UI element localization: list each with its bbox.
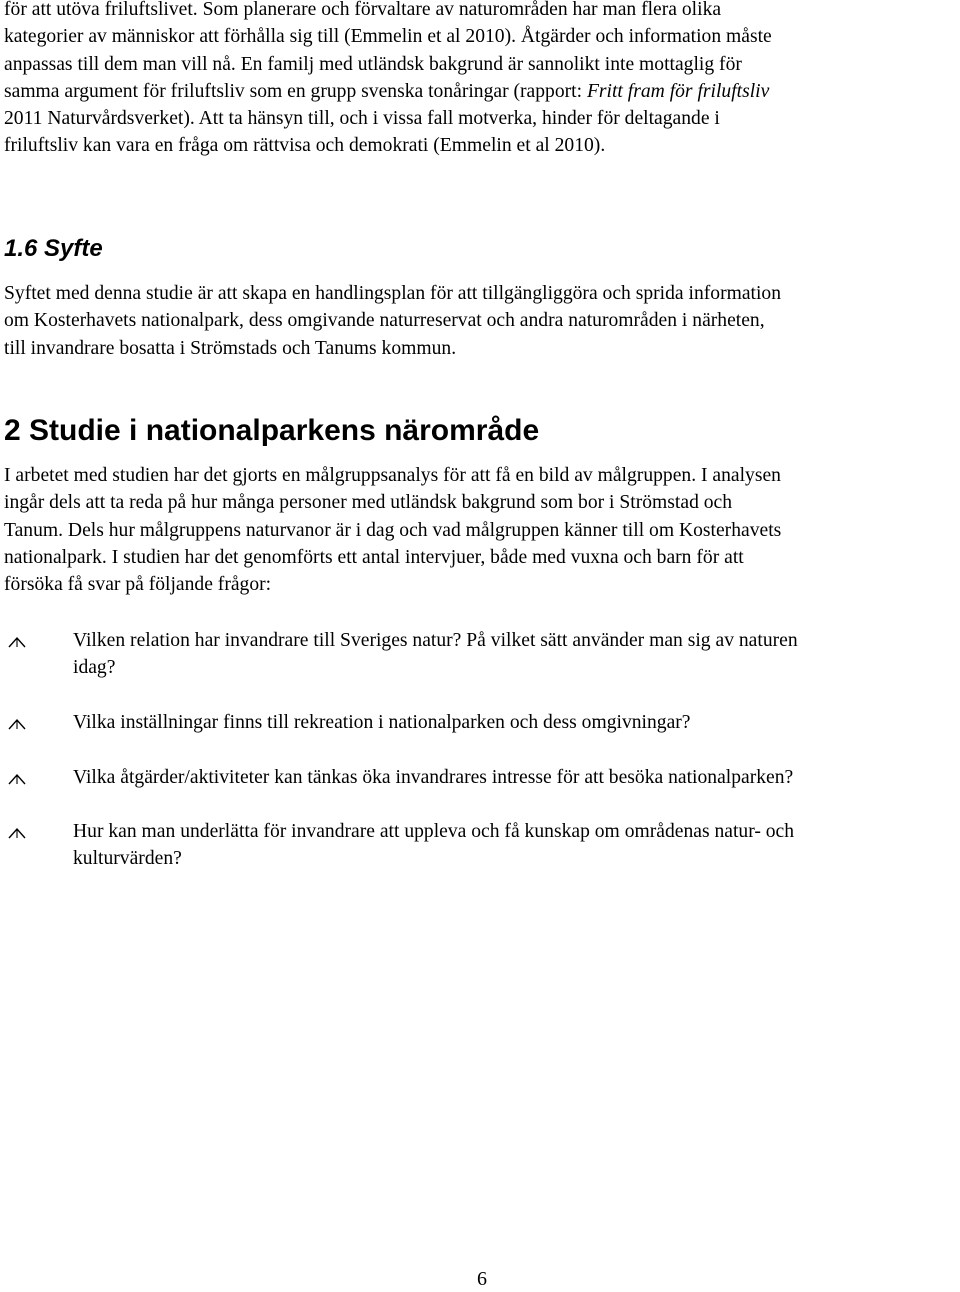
section-heading-syfte: 1.6 Syfte [4, 235, 103, 262]
page-number: 6 [477, 1268, 487, 1290]
paragraph-line: I arbetet med studien har det gjorts en målgruppsanalys för att få en bild av målgruppen. I analysen [4, 465, 781, 486]
question-line: idag? [73, 657, 116, 679]
paragraph-line: Tanum. Dels hur målgruppens naturvanor är i dag och vad målgruppen känner till om Kosterhavets [4, 519, 782, 541]
paragraph-text: samma argument för friluftsliv som en grupp svenska tonåringar (rapport: [4, 80, 587, 102]
question-line: Hur kan man underlätta för invandrare att uppleva och få kunskap om områdenas natur- och [73, 821, 795, 842]
question-text [73, 818, 957, 873]
paragraph-line: ingår dels att ta reda på hur många personer med utländsk bakgrund som bor i Strömstad och [4, 492, 733, 514]
caret-arrow-icon [6, 764, 28, 791]
question-line: kulturvärden? [73, 848, 182, 870]
caret-arrow-icon [6, 709, 28, 736]
paragraph-line: till invandrare bosatta i Strömstads och Tanums kommun. [4, 337, 457, 359]
report-title-italic: Fritt fram för friluftsliv [586, 80, 770, 102]
question-text [73, 709, 957, 736]
studie-paragraph [4, 462, 960, 598]
question-text [73, 764, 957, 791]
caret-arrow-icon [6, 818, 28, 845]
intro-paragraph [4, 0, 960, 160]
paragraph-line: anpassas till dem man vill nå. En familj med utländsk bakgrund är sannolikt inte mottaglig för [4, 53, 742, 75]
paragraph-line: om Kosterhavets nationalpark, dess omgivande naturreservat och andra naturområden i närheten, [4, 310, 765, 332]
section-heading-studie: 2 Studie i nationalparkens närområde [4, 414, 540, 447]
paragraph-line: kategorier av människor att förhålla sig till (Emmelin et al 2010). Åtgärder och information måste [4, 26, 772, 48]
paragraph-line: 2011 Naturvårdsverket). Att ta hänsyn till, och i vissa fall motverka, hinder för deltagande i [4, 108, 720, 130]
caret-arrow-icon [6, 627, 28, 654]
paragraph-line [4, 78, 960, 105]
question-line: Vilka inställningar finns till rekreation i nationalparken och dess omgivningar? [73, 712, 691, 733]
paragraph-line: för att utöva friluftslivet. Som planerare och förvaltare av naturområden har man flera olika [4, 0, 722, 20]
question-line: Vilken relation har invandrare till Sveriges natur? På vilket sätt använder man sig av naturen [73, 630, 798, 651]
paragraph-line: friluftsliv kan vara en fråga om rättvisa och demokrati (Emmelin et al 2010). [4, 135, 606, 157]
syfte-paragraph [4, 280, 960, 362]
paragraph-line: försöka få svar på följande frågor: [4, 574, 272, 596]
paragraph-line: Syftet med denna studie är att skapa en handlingsplan för att tillgängliggöra och sprida information [4, 283, 782, 304]
question-text [73, 627, 957, 682]
question-line: Vilka åtgärder/aktiviteter kan tänkas öka invandrares intresse för att besöka nationalparken? [73, 767, 794, 788]
paragraph-line: nationalpark. I studien har det genomförts ett antal intervjuer, både med vuxna och barn för att [4, 546, 744, 568]
